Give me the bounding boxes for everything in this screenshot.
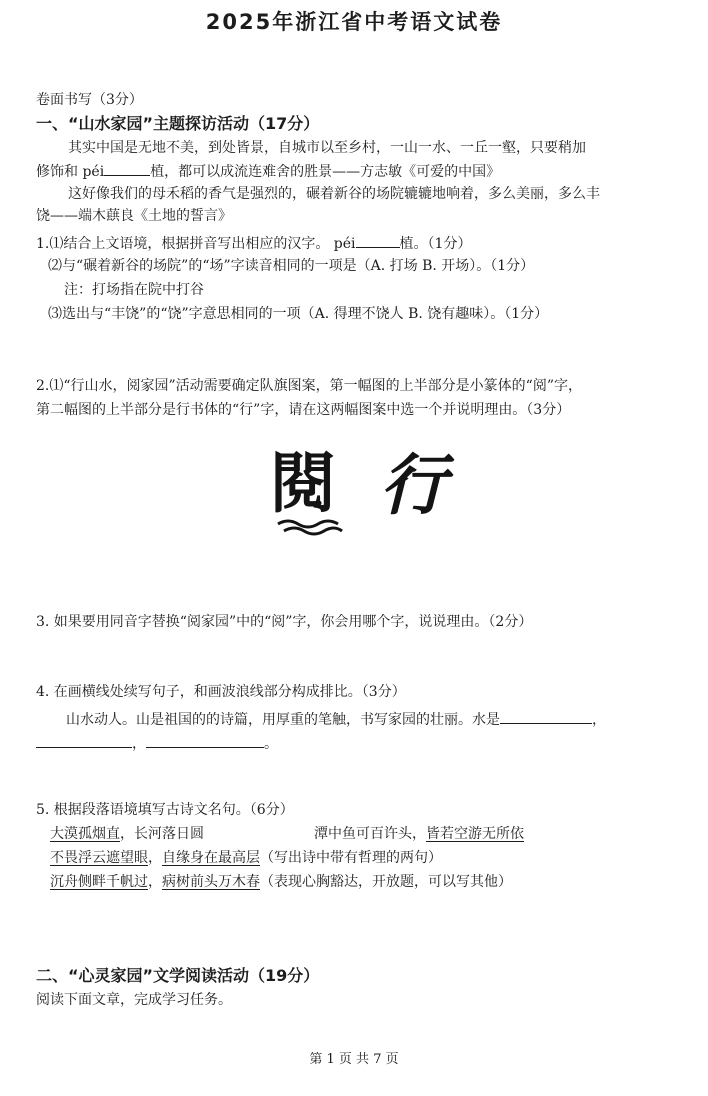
passage-1-line-2-end: 植，都可以成流连难舍的胜景——方志敏《可爱的中国》	[150, 164, 501, 180]
question-2-line-1: 2.⑴“行山水，阅家园”活动需要确定队旗图案，第一幅图的上半部分是小篆体的“阅”字，	[36, 378, 582, 394]
poem-line-4-note: （表现心胸豁达，开放题，可以写其他）	[260, 874, 512, 890]
handwriting-score: 卷面书写（3分）	[36, 92, 143, 108]
answer-blank-4-2	[36, 732, 132, 748]
question-1-2-note: 注：打场指在院中打谷	[64, 282, 204, 298]
poem-line-3-comma: ，	[148, 850, 162, 866]
question-1-1-text: 1.⑴结合上文语境，根据拼音写出相应的汉字。 péi	[36, 236, 356, 252]
poem-line-1-rest: ，长河落日圆	[120, 826, 204, 842]
page-title: 2025年浙江省中考语文试卷	[205, 10, 503, 34]
question-4-period: 。	[264, 736, 278, 752]
question-5-line-3	[50, 872, 512, 892]
question-4-sentence: 山水动人。山是祖国的的诗篇，用厚重的笔触，书写家园的壮丽。水是	[66, 712, 500, 728]
section-1-heading: 一、“山水家园”主题探访活动（17分）	[36, 114, 320, 133]
question-1-1-score: 植。（1分）	[399, 236, 472, 252]
seal-script-yue-image: 閱	[270, 444, 334, 522]
question-4: 4. 在画横线处续写句子，和画波浪线部分构成排比。（3分）	[36, 684, 406, 700]
poem-answer-3: 不畏浮云遮望眼	[50, 850, 148, 866]
question-1-2: ⑵与“碾着新谷的场院”的“场”字读音相同的一项是（A. 打场 B. 开场）。（1分）	[48, 258, 535, 274]
pinyin-blank-1	[104, 160, 150, 176]
poem-answer-5: 沉舟侧畔千帆过	[50, 874, 148, 890]
section-2-intro: 阅读下面文章，完成学习任务。	[36, 992, 232, 1008]
section-2-heading: 二、“心灵家园”文学阅读活动（19分）	[36, 966, 320, 985]
poem-line-4-comma: ，	[148, 874, 162, 890]
poem-line-2-start: 潭中鱼可百许头，	[314, 826, 426, 842]
answer-blank-4-3	[146, 732, 264, 748]
question-5-line-2	[50, 848, 442, 868]
answer-blank-4-1	[500, 708, 592, 724]
question-2-line-2: 第二幅图的上半部分是行书体的“行”字，请在这两幅图案中选一个并说明理由。（3分）	[36, 402, 571, 418]
question-4-text	[66, 708, 606, 730]
poem-answer-1: 大漠孤烟直	[50, 826, 120, 842]
question-1-1	[36, 232, 471, 254]
passage-1-line-1: 其实中国是无地不美，到处皆景，自城市以至乡村，一山一水、一丘一壑，只要稍加	[68, 140, 586, 156]
question-5-line-1-right	[314, 824, 524, 844]
running-script-xing-image: 行	[380, 446, 446, 524]
page-number: 第 1 页 共 7 页	[309, 1052, 399, 1067]
question-4-text-line-2	[36, 732, 278, 754]
question-5-line-1	[50, 824, 204, 844]
poem-answer-2: 皆若空游无所依	[426, 826, 524, 842]
poem-line-3-note: （写出诗中带有哲理的两句）	[260, 850, 442, 866]
passage-2-line-1: 这好像我们的母禾稻的香气是强烈的，碾着新谷的场院辘辘地响着，多么美丽，多么丰	[68, 186, 600, 202]
answer-blank-1-1	[356, 232, 400, 248]
question-3: 3. 如果要用同音字替换“阅家园”中的“阅”字，你会用哪个字，说说理由。（2分）	[36, 614, 533, 630]
passage-2-line-2: 饶——端木蕻良《土地的誓言》	[36, 208, 232, 224]
poem-answer-6: 病树前头万木春	[162, 874, 260, 890]
seal-wave-decoration	[276, 516, 346, 536]
question-4-comma-1: ，	[592, 712, 606, 728]
question-1-3: ⑶选出与“丰饶”的“饶”字意思相同的一项（A. 得理不饶人 B. 饶有趣味）。（1分）	[48, 306, 549, 322]
question-4-comma-2: ，	[132, 736, 146, 752]
passage-1-line-2	[36, 160, 500, 182]
passage-1-line-2-start: 修饰和 péi	[36, 164, 105, 180]
poem-answer-4: 自缘身在最高层	[162, 850, 260, 866]
question-5: 5. 根据段落语境填写古诗文名句。（6分）	[36, 802, 294, 818]
